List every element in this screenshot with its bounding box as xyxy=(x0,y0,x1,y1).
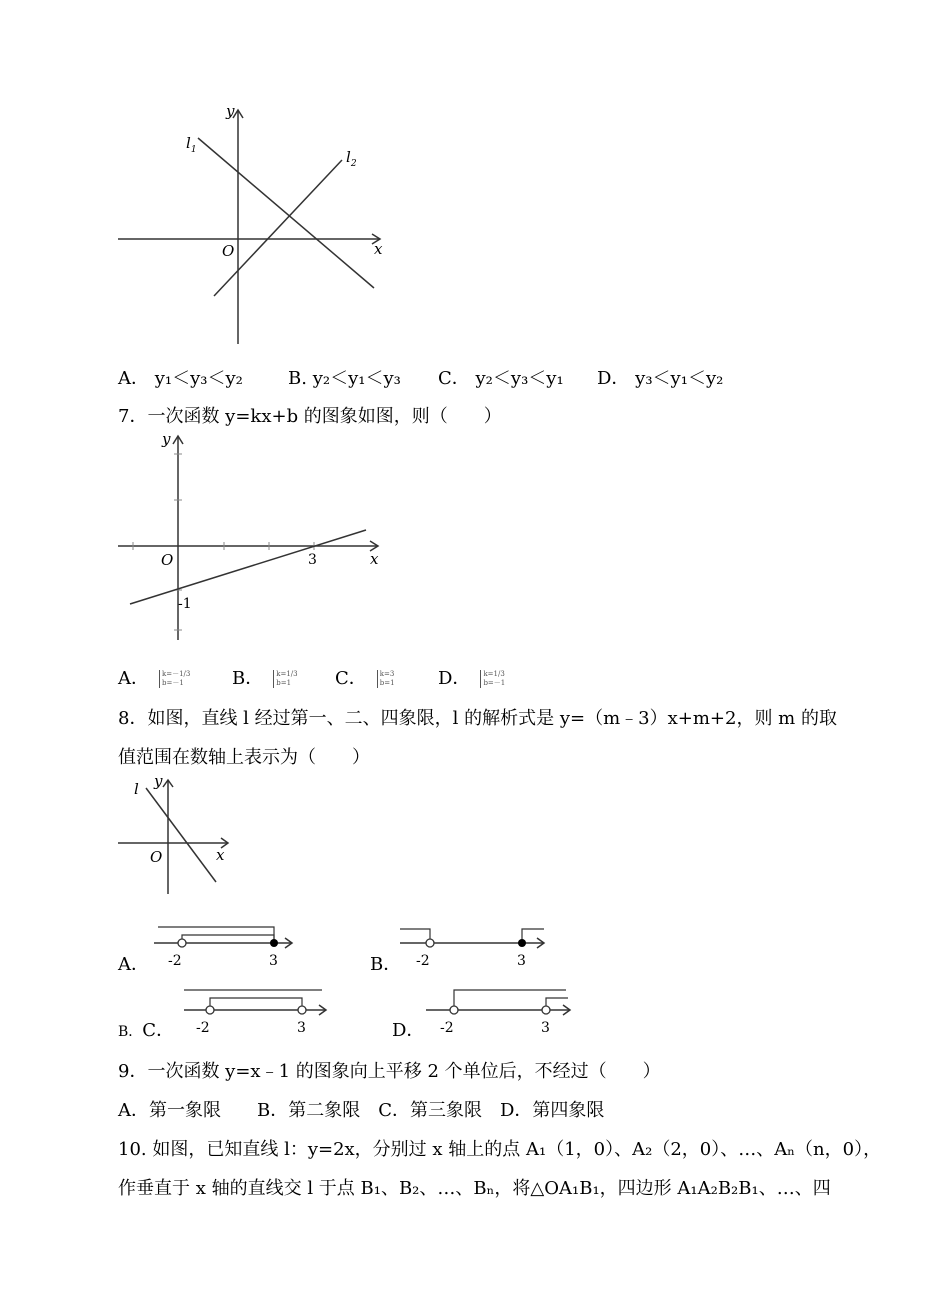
l2-label: $l_2$ xyxy=(346,148,357,169)
q7-b-system: k=1/3 b=1 xyxy=(273,670,297,688)
q8-option-c-numberline xyxy=(180,982,340,1037)
tick-3: 3 xyxy=(269,953,278,969)
closed-point-3 xyxy=(518,939,526,947)
q7-option-d[interactable]: D． k=1/3 b=－1 xyxy=(438,668,506,689)
y-label: y xyxy=(154,772,163,790)
y-tick-minus1: -1 xyxy=(178,596,192,612)
q9-stem: 9．一次函数 y=x﹣1 的图象向上平移 2 个单位后，不经过（ ） xyxy=(118,1061,661,1082)
open-point-3 xyxy=(298,1006,306,1014)
x-label: x xyxy=(370,550,379,568)
line-l xyxy=(146,788,216,882)
origin-label: O xyxy=(150,848,163,866)
origin-label: O xyxy=(222,242,235,260)
tick-minus2: -2 xyxy=(416,953,430,969)
q8-stem-line2: 值范围在数轴上表示为（ ） xyxy=(118,747,370,768)
x-label: x xyxy=(374,240,383,258)
x-label: x xyxy=(216,846,225,864)
tick-3: 3 xyxy=(297,1020,306,1036)
q10-line2: 作垂直于 x 轴的直线交 l 于点 B₁、B₂、…、Bₙ，将△OA₁B₁，四边形 A₁A₂B₂B₁、…、四 xyxy=(118,1178,831,1199)
tick-minus2: -2 xyxy=(440,1020,454,1036)
q8-option-a-numberline xyxy=(150,915,310,970)
q6-option-b[interactable]: B. y₂＜y₁＜y₃ xyxy=(288,368,401,389)
q8-option-a-label[interactable]: A． xyxy=(118,954,149,975)
q8-option-b-label[interactable]: B． xyxy=(370,954,402,975)
x-tick-3: 3 xyxy=(308,552,317,568)
q7-figure xyxy=(110,430,390,645)
range-bracket xyxy=(182,935,274,943)
q8-option-d-label[interactable]: D． xyxy=(392,1020,425,1041)
q6-figure xyxy=(110,98,390,348)
open-point-minus2 xyxy=(206,1006,214,1014)
q7-d-system: k=1/3 b=－1 xyxy=(480,670,505,688)
range-bracket xyxy=(210,998,302,1010)
q6-option-c[interactable]: C． y₂＜y₃＜y₁ xyxy=(438,368,564,389)
q7-c-system: k=3 b=1 xyxy=(377,670,395,688)
open-point-minus2 xyxy=(178,939,186,947)
line-l2 xyxy=(214,160,342,296)
q7-stem: 7．一次函数 y=kx+b 的图象如图，则（ ） xyxy=(118,406,502,427)
origin-label: O xyxy=(161,551,174,569)
q6-option-a[interactable]: A． y₁＜y₃＜y₂ xyxy=(118,368,243,389)
tick-minus2: -2 xyxy=(196,1020,210,1036)
q8-option-d-numberline xyxy=(422,982,582,1037)
q8-option-c-label[interactable]: B．C． xyxy=(118,1020,175,1041)
open-point-minus2 xyxy=(450,1006,458,1014)
l1-label: $l_1$ xyxy=(186,134,197,155)
q10-line1: 10. 如图，已知直线 l：y=2x，分别过 x 轴上的点 A₁（1，0）、A₂（2，0）、…、Aₙ（n，0）， xyxy=(118,1139,882,1160)
tick-3: 3 xyxy=(517,953,526,969)
q8-stem-line1: 8．如图，直线 l 经过第一、二、四象限，l 的解析式是 y=（m﹣3）x+m+2，则 m 的取 xyxy=(118,708,837,729)
y-label: y xyxy=(162,430,171,448)
y-label: y xyxy=(226,102,235,120)
open-point-3 xyxy=(542,1006,550,1014)
tick-3: 3 xyxy=(541,1020,550,1036)
q8-option-b-numberline xyxy=(396,915,556,970)
left-ray xyxy=(400,929,430,943)
q7-a-system: k=－1/3 b=－1 xyxy=(159,670,190,688)
open-point-minus2 xyxy=(426,939,434,947)
q9-options[interactable]: A．第一象限 B．第二象限 C．第三象限 D．第四象限 xyxy=(118,1100,605,1121)
q6-option-d[interactable]: D． y₃＜y₁＜y₂ xyxy=(597,368,724,389)
tick-minus2: -2 xyxy=(168,953,182,969)
q7-option-a[interactable]: A． k=－1/3 b=－1 xyxy=(118,668,191,689)
q8-figure xyxy=(110,770,250,900)
q7-option-c[interactable]: C． k=3 b=1 xyxy=(335,668,395,689)
l-label: l xyxy=(134,780,139,798)
closed-point-3 xyxy=(270,939,278,947)
q7-option-b[interactable]: B． k=1/3 b=1 xyxy=(232,668,298,689)
